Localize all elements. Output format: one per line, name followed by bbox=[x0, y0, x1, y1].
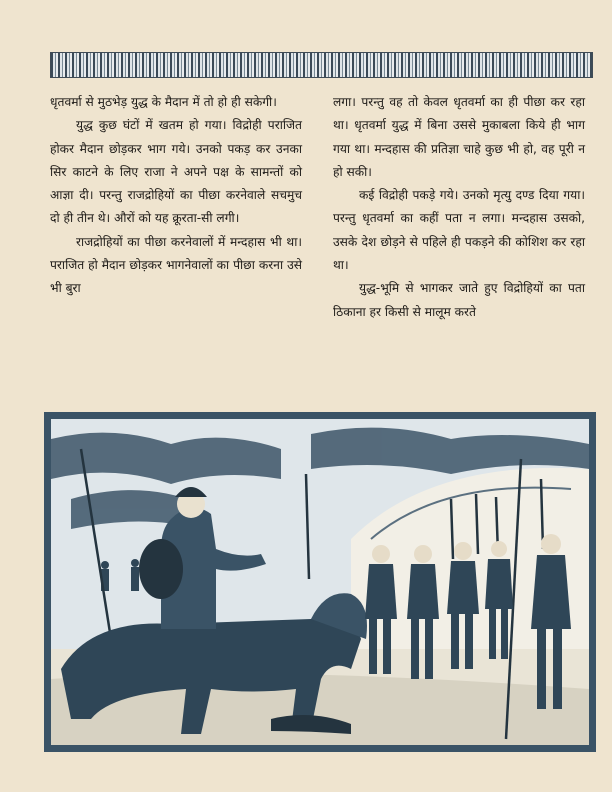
left-paragraph-3: राजद्रोहियों का पीछा करनेवालों में मन्दहास भी था। पराजित हो मैदान छोड़कर भागनेवालों का पीछा करना उसे भी बुरा bbox=[50, 234, 302, 296]
decorative-header-border bbox=[50, 52, 593, 78]
battle-illustration bbox=[44, 412, 596, 752]
illustration-artwork bbox=[51, 419, 589, 745]
right-paragraph-1: लगा। परन्तु वह तो केवल धृतवर्मा का ही पीछा कर रहा था। धृतवर्मा युद्ध में बिना उससे मुकाबला किये ही भाग गया था। मन्दहास की प्रतिज्ञा चाहे कुछ भी हो, वह पूरी न हो सकी। bbox=[333, 95, 585, 179]
left-text-column bbox=[50, 91, 302, 301]
right-paragraph-3: युद्ध-भूमि से भागकर जाते हुए विद्रोहियों का पता ठिकाना हर किसी से मालूम करते bbox=[333, 281, 585, 319]
left-paragraph-1: धृतवर्मा से मुठभेड़ युद्ध के मैदान में तो हो ही सकेगी। bbox=[50, 95, 277, 109]
left-paragraph-2: युद्ध कुछ घंटों में खतम हो गया। विद्रोही पराजित होकर मैदान छोड़कर भाग गये। उनको पकड़ कर उनका सिर काटने के लिए राजा ने अपने पक्ष के सामन्तों को आज्ञा दी। परन्तु राजद्रोहियों का पीछा करनेवाले सचमुच दो ही तीन थे। औरों को यह क्रूरता-सी लगी। bbox=[50, 118, 302, 226]
right-paragraph-2: कई विद्रोही पकड़े गये। उनको मृत्यु दण्ड दिया गया। परन्तु धृतवर्मा का कहीं पता न लगा। मन्दहास उसको, उसके देश छोड़ने से पहिले ही पकड़ने की कोशिश कर रहा था। bbox=[333, 188, 585, 273]
right-text-column bbox=[333, 91, 585, 324]
